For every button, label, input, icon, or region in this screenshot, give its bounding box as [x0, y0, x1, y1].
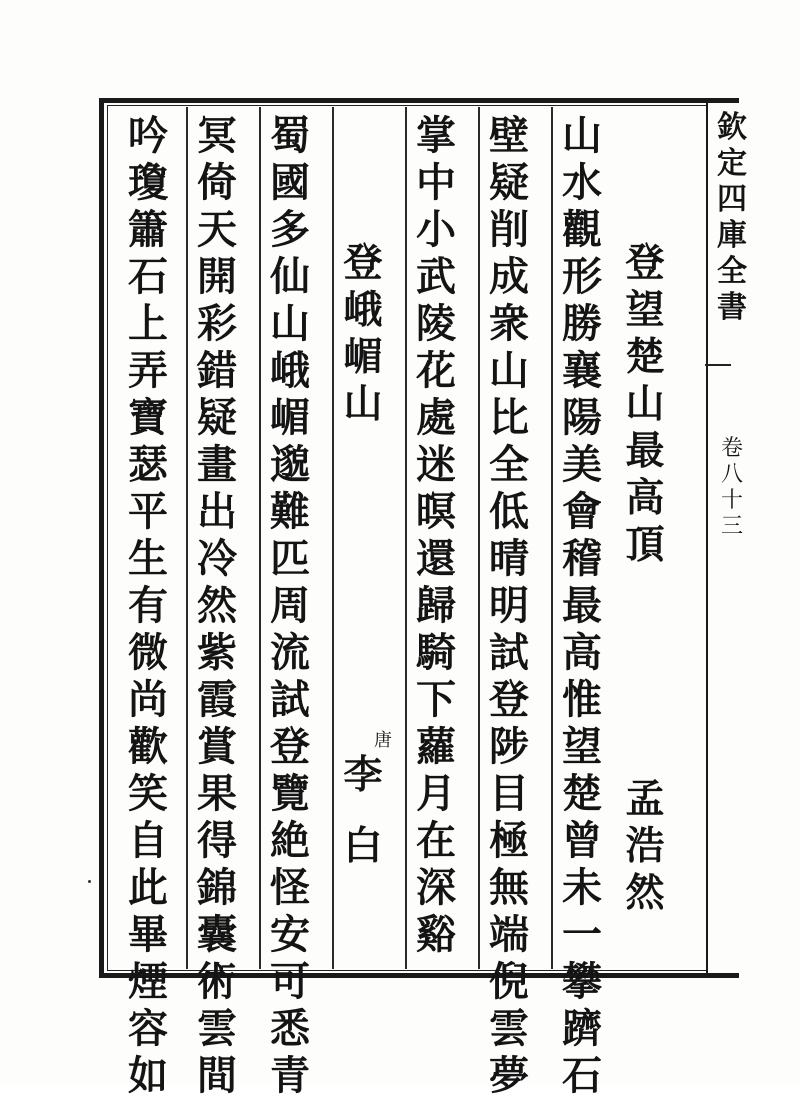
glyph: 白 [343, 823, 383, 869]
author-column [334, 730, 392, 870]
banxin-book-title [712, 110, 752, 326]
glyph: 欽 [717, 110, 747, 145]
glyph: 青 [270, 1052, 310, 1099]
glyph: 匹 [270, 535, 310, 582]
glyph: 山 [562, 112, 602, 159]
glyph: 冥 [197, 112, 237, 159]
glyph: 登 [625, 240, 665, 286]
glyph: 曾 [562, 817, 602, 864]
glyph: 八 [720, 462, 743, 487]
glyph: 李 [343, 752, 383, 798]
glyph: 中 [416, 159, 456, 206]
glyph: 冷 [197, 535, 237, 582]
glyph: 庫 [717, 218, 747, 253]
glyph: 最 [625, 428, 665, 474]
glyph: 邈 [270, 441, 310, 488]
glyph: 畢 [128, 911, 168, 958]
glyph: 高 [625, 475, 665, 521]
glyph: 騎 [416, 629, 456, 676]
glyph: 雲 [489, 1005, 529, 1052]
glyph: 賞 [197, 723, 237, 770]
text-column [188, 112, 246, 1099]
glyph: 尚 [128, 676, 168, 723]
glyph: 生 [128, 535, 168, 582]
glyph: 稽 [562, 535, 602, 582]
glyph: 周 [270, 582, 310, 629]
author-column [616, 776, 674, 917]
glyph: 紫 [197, 629, 237, 676]
glyph: 襄 [562, 347, 602, 394]
glyph: 山 [625, 381, 665, 427]
glyph: 間 [197, 1052, 237, 1099]
glyph: 如 [128, 1052, 168, 1099]
glyph: 形 [562, 253, 602, 300]
fold-line [706, 98, 708, 978]
text-column [553, 112, 611, 1099]
glyph: 明 [489, 582, 529, 629]
glyph: 峨 [343, 287, 383, 333]
glyph: 會 [562, 488, 602, 535]
glyph: 暝 [416, 488, 456, 535]
glyph: 疑 [489, 159, 529, 206]
glyph: 峨 [270, 347, 310, 394]
glyph: 極 [489, 817, 529, 864]
glyph: 登 [343, 240, 383, 286]
glyph: 倪 [489, 958, 529, 1005]
glyph: 壁 [489, 112, 529, 159]
glyph: 流 [270, 629, 310, 676]
glyph: 瑟 [128, 441, 168, 488]
glyph: 迷 [416, 441, 456, 488]
glyph: 花 [416, 347, 456, 394]
glyph: 楚 [625, 334, 665, 380]
glyph: 全 [489, 441, 529, 488]
glyph: 四 [717, 182, 747, 217]
glyph: 攀 [562, 958, 602, 1005]
glyph: 夢 [489, 1052, 529, 1099]
glyph: 未 [562, 864, 602, 911]
glyph: 彩 [197, 300, 237, 347]
glyph: 瓊 [128, 159, 168, 206]
glyph: 霞 [197, 676, 237, 723]
glyph: 還 [416, 535, 456, 582]
glyph: 國 [270, 159, 310, 206]
glyph: 谿 [416, 911, 456, 958]
glyph: 水 [562, 159, 602, 206]
glyph: 寶 [128, 394, 168, 441]
glyph: 術 [197, 958, 237, 1005]
glyph: 處 [416, 394, 456, 441]
poem-title-column [616, 240, 674, 569]
glyph: 然 [197, 582, 237, 629]
text-column [119, 112, 177, 1099]
glyph: 倚 [197, 159, 237, 206]
dynasty-label: 唐 [374, 730, 392, 751]
glyph: 煙 [128, 958, 168, 1005]
glyph: 小 [416, 206, 456, 253]
glyph: 晴 [489, 535, 529, 582]
fish-tail-mark [705, 364, 731, 366]
glyph: 歸 [416, 582, 456, 629]
glyph: 絶 [270, 817, 310, 864]
glyph: 此 [128, 864, 168, 911]
text-column [480, 112, 538, 1099]
glyph: 衆 [489, 300, 529, 347]
glyph: 自 [128, 817, 168, 864]
glyph: 武 [416, 253, 456, 300]
glyph: 望 [625, 287, 665, 333]
glyph: 山 [489, 347, 529, 394]
glyph: 上 [128, 300, 168, 347]
ink-speck [88, 880, 91, 883]
glyph: 孟 [625, 776, 665, 822]
glyph: 多 [270, 206, 310, 253]
glyph: 囊 [197, 911, 237, 958]
glyph: 最 [562, 582, 602, 629]
glyph: 開 [197, 253, 237, 300]
banxin-volume [712, 436, 752, 540]
glyph: 望 [562, 723, 602, 770]
glyph: 蘿 [416, 723, 456, 770]
glyph: 高 [562, 629, 602, 676]
glyph: 低 [489, 488, 529, 535]
glyph: 然 [625, 870, 665, 916]
glyph: 怪 [270, 864, 310, 911]
glyph: 浩 [625, 823, 665, 869]
glyph: 陵 [416, 300, 456, 347]
glyph: 十 [720, 488, 743, 513]
glyph: 仙 [270, 253, 310, 300]
glyph: 掌 [416, 112, 456, 159]
glyph: 楚 [562, 770, 602, 817]
glyph: 躋 [562, 1005, 602, 1052]
glyph: 深 [416, 864, 456, 911]
glyph: 試 [270, 676, 310, 723]
glyph: 弄 [128, 347, 168, 394]
text-column [407, 112, 465, 958]
glyph: 容 [128, 1005, 168, 1052]
glyph: 觀 [562, 206, 602, 253]
glyph: 笑 [128, 770, 168, 817]
glyph: 石 [128, 253, 168, 300]
glyph: 簫 [128, 206, 168, 253]
glyph: 疑 [197, 394, 237, 441]
glyph: 端 [489, 911, 529, 958]
glyph: 三 [720, 514, 743, 539]
glyph: 嵋 [270, 394, 310, 441]
glyph: 目 [489, 770, 529, 817]
glyph: 美 [562, 441, 602, 488]
glyph: 得 [197, 817, 237, 864]
glyph: 惟 [562, 676, 602, 723]
glyph: 在 [416, 817, 456, 864]
glyph: 定 [717, 146, 747, 181]
glyph: 悉 [270, 1005, 310, 1052]
glyph: 陟 [489, 723, 529, 770]
glyph: 錦 [197, 864, 237, 911]
glyph: 蜀 [270, 112, 310, 159]
glyph: 山 [270, 300, 310, 347]
glyph: 勝 [562, 300, 602, 347]
glyph: 無 [489, 864, 529, 911]
glyph: 山 [343, 381, 383, 427]
glyph: 登 [270, 723, 310, 770]
glyph: 果 [197, 770, 237, 817]
glyph: 吟 [128, 112, 168, 159]
glyph: 雲 [197, 1005, 237, 1052]
glyph: 有 [128, 582, 168, 629]
glyph: 全 [717, 254, 747, 289]
banxin [712, 110, 752, 540]
glyph: 成 [489, 253, 529, 300]
glyph: 陽 [562, 394, 602, 441]
glyph: 難 [270, 488, 310, 535]
glyph: 出 [197, 488, 237, 535]
glyph: 月 [416, 770, 456, 817]
glyph: 平 [128, 488, 168, 535]
glyph: 下 [416, 676, 456, 723]
glyph: 錯 [197, 347, 237, 394]
glyph: 試 [489, 629, 529, 676]
glyph: 登 [489, 676, 529, 723]
glyph: 頂 [625, 522, 665, 568]
glyph: 嵋 [343, 334, 383, 380]
glyph: 一 [562, 911, 602, 958]
glyph: 覽 [270, 770, 310, 817]
glyph: 安 [270, 911, 310, 958]
glyph: 卷 [720, 436, 743, 461]
glyph: 比 [489, 394, 529, 441]
glyph: 畫 [197, 441, 237, 488]
glyph: 削 [489, 206, 529, 253]
glyph: 石 [562, 1052, 602, 1099]
text-column [261, 112, 319, 1099]
glyph: 書 [717, 290, 747, 325]
poem-title-column [334, 240, 392, 428]
glyph: 歡 [128, 723, 168, 770]
glyph: 微 [128, 629, 168, 676]
glyph: 可 [270, 958, 310, 1005]
glyph: 天 [197, 206, 237, 253]
